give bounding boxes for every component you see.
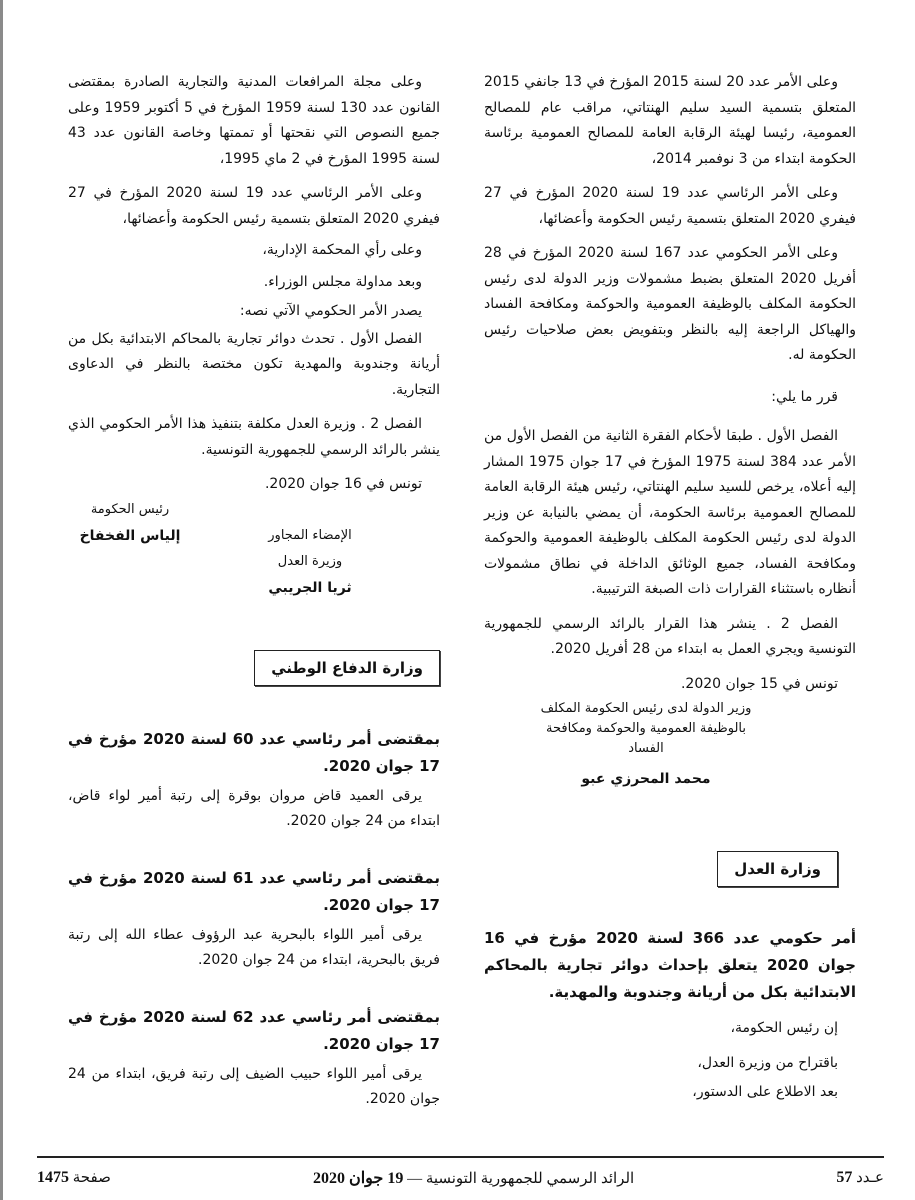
page-value: 1475	[37, 1169, 69, 1186]
paragraph: يصدر الأمر الحكومي الآتي نصه:	[239, 303, 422, 319]
decree-entry	[68, 1004, 440, 1113]
minister-title: وزيرة العدل	[277, 553, 343, 569]
pm-name: إلياس الفخفاخ	[79, 527, 181, 544]
decree-title: بمقتضى أمر رئاسي عدد 60 لسنة 2020 مؤرخ في 17 جوان 2020.	[68, 729, 440, 775]
paragraph: وعلى الأمر الحكومي عدد 167 لسنة 2020 المؤرخ في 28 أفريل 2020 المتعلق بضبط مشمولات وزير الدولة لدى رئيس الحكومة المكلف بالوظيفة العمومية والحوكمة ومكافحة الفساد والهياكل الراجعة إليه بالنظر وبتفويض بعض صلاحيات رئيس الحكومة له.	[484, 245, 856, 363]
decision-heading: قرر ما يلي:	[771, 388, 838, 405]
decree-body: يرقى العميد قاض مروان بوقرة إلى رتبة أمير لواء قاض، ابتداء من 24 جوان 2020.	[68, 787, 440, 829]
left-column	[68, 70, 440, 1113]
signatory-name: محمد المحرزي عبو	[581, 771, 711, 787]
signature-area	[68, 498, 440, 608]
decree-title: بمقتضى أمر رئاسي عدد 62 لسنة 2020 مؤرخ في 17 جوان 2020.	[68, 1007, 440, 1053]
preamble-line: إن رئيس الحكومة،	[730, 1020, 838, 1036]
page-footer	[37, 1156, 884, 1188]
preamble-line: باقتراح من وزيرة العدل،	[697, 1054, 838, 1071]
article-1: الفصل الأول . تحدث دوائر تجارية بالمحاكم الابتدائية بكل من أريانة وجندوبة والمهدية تكون مختصة بالنظر في الدعاوى التجارية.	[68, 330, 440, 398]
issue-value: 57	[836, 1169, 853, 1186]
signing-date: تونس في 16 جوان 2020.	[264, 476, 422, 492]
signatory-title: وزير الدولة لدى رئيس الحكومة المكلف بالوظيفة العمومية والحوكمة ومكافحة الفساد	[540, 701, 752, 756]
signing-date: تونس في 15 جوان 2020.	[680, 675, 838, 692]
decree-entry	[68, 726, 440, 835]
article-2: الفصل 2 . وزيرة العدل مكلفة بتنفيذ هذا الأمر الحكومي الذي ينشر بالرائد الرسمي للجمهورية التونسية.	[68, 416, 440, 458]
paragraph: وعلى مجلة المرافعات المدنية والتجارية الصادرة بمقتضى القانون عدد 130 لسنة 1959 المؤرخ في 5 أكتوبر 1959 وعلى جميع النصوص التي نقحتها أو تممتها وخاصة القانون عدد 43 لسنة 1995 المؤرخ في 2 ماي 1995،	[68, 74, 441, 167]
decree-title: بمقتضى أمر رئاسي عدد 61 لسنة 2020 مؤرخ في 17 جوان 2020.	[68, 868, 440, 914]
article-1: الفصل الأول . طبقا لأحكام الفقرة الثانية من الفصل الأول من الأمر عدد 384 لسنة 1975 المؤرخ في 17 جوان 1975 المشار إليه أعلاه، يرخص للسيد سليم الهنتاتي، رئيس هيئة الرقابة العامة للمصالح العمومية برئاسة الحكومة، أن يمضي بالنيابة عن وزير الدولة لدى رئيس الحكومة المكلف بالوظيفة العمومية والحوكمة ومكافحة الفساد، جميع الوثائق الداخلة في نطاق مشمولات أنظاره باستثناء القرارات ذات الصبغة الترتيبية.	[484, 428, 856, 597]
page-number	[37, 1168, 111, 1188]
minister-name: ثريا الجريبي	[268, 579, 352, 596]
paragraph: وعلى الأمر الرئاسي عدد 19 لسنة 2020 المؤرخ في 27 فيفري 2020 المتعلق بتسمية رئيس الحكومة وأعضائها،	[68, 185, 440, 227]
page-label: صفحة	[72, 1170, 111, 1186]
decree-title: أمر حكومي عدد 366 لسنة 2020 مؤرخ في 16 جوان 2020 يتعلق بإحداث دوائر تجارية بالمحاكم الابتدائية بكل من أريانة وجندوبة والمهدية.	[484, 929, 856, 1001]
decree-body: يرقى أمير اللواء حبيب الضيف إلى رتبة فريق، ابتداء من 24 جوان 2020.	[68, 1065, 440, 1107]
countersign-label: الإمضاء المجاور	[268, 527, 352, 543]
paragraph: وعلى الأمر الرئاسي عدد 19 لسنة 2020 المؤرخ في 27 فيفري 2020 المتعلق بتسمية رئيس الحكومة وأعضائها،	[484, 185, 856, 227]
issue-label: عـدد	[856, 1170, 884, 1186]
article-2: الفصل 2 . ينشر هذا القرار بالرائد الرسمي للجمهورية التونسية ويجري العمل به ابتداء من 28 أفريل 2020.	[484, 615, 856, 657]
paragraph: وعلى رأي المحكمة الإدارية،	[262, 242, 422, 258]
paragraph: وعلى الأمر عدد 20 لسنة 2015 المؤرخ في 13 جانفي 2015 المتعلق بتسمية السيد سليم الهنتاتي، مراقب عام للمصالح العمومية، رئيسا لهيئة الرقابة العامة للمصالح العمومية برئاسة الحكومة ابتداء من 3 نوفمبر 2014،	[484, 74, 856, 167]
journal-info	[313, 1168, 634, 1188]
journal-name: الرائد الرسمي للجمهورية التونسية —	[407, 1171, 635, 1187]
issue-number	[836, 1168, 884, 1188]
decree-body: يرقى أمير اللواء بالبحرية عبد الرؤوف عطاء الله إلى رتبة فريق بالبحرية، ابتداء من 24 جوان 2020.	[68, 926, 440, 968]
decree-entry	[68, 865, 440, 974]
section-box-justice: وزارة العدل	[717, 851, 838, 887]
preamble-line: بعد الاطلاع على الدستور،	[692, 1084, 838, 1100]
right-column	[484, 70, 856, 1106]
page-left-edge	[0, 0, 3, 1200]
section-box-defense: وزارة الدفاع الوطني	[254, 650, 440, 686]
journal-date: 19 جوان 2020	[312, 1170, 404, 1187]
paragraph: وبعد مداولة مجلس الوزراء.	[263, 273, 422, 290]
pm-title: رئيس الحكومة	[90, 501, 170, 517]
